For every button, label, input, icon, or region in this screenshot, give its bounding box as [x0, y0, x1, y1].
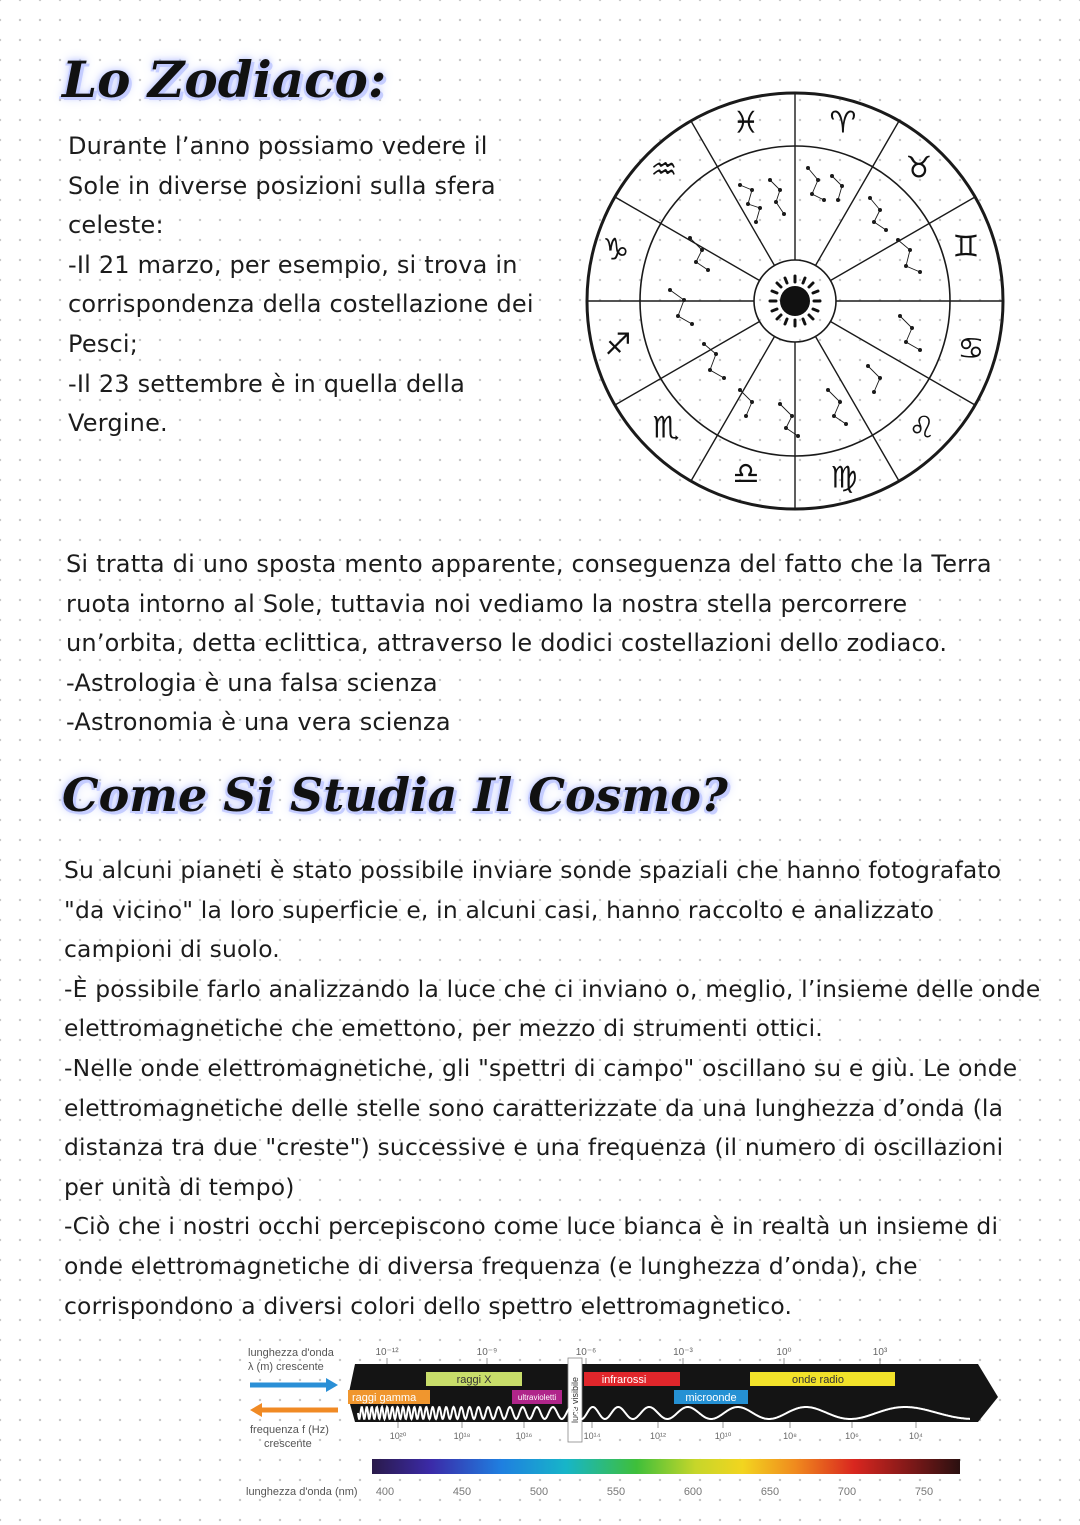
- visible-tick-label: 450: [452, 1486, 472, 1498]
- bottom-tick-label: 10¹⁶: [515, 1431, 533, 1441]
- cosmos-line: corrispondono a diversi colori dello spettro elettromagnetico.: [64, 1291, 793, 1320]
- zodiac-intro-line: -Il 21 marzo, per esempio, si trova in: [68, 250, 518, 279]
- wavelength-sub-label: λ (m) crescente: [248, 1361, 324, 1373]
- xray-band-label: raggi X: [456, 1374, 492, 1386]
- apparent-motion-line: -Astronomia è una vera scienza: [66, 708, 451, 737]
- top-tick-label: 10⁻¹²: [375, 1347, 399, 1358]
- apparent-motion-paragraph: [66, 545, 1046, 743]
- visible-tick-label: 650: [760, 1486, 780, 1498]
- zodiac-intro-line: corrispondenza della costellazione dei: [68, 290, 534, 319]
- cosmos-line: -È possibile farlo analizzando la luce che ci inviano o, meglio, l’insieme delle onde: [64, 974, 1041, 1003]
- micro-band-label: microonde: [685, 1392, 737, 1404]
- cancer-icon: ♋: [957, 331, 985, 367]
- zodiac-intro-line: Pesci;: [68, 329, 139, 358]
- bottom-tick-label: 10¹⁸: [453, 1431, 471, 1441]
- visible-tick-label: 750: [914, 1486, 934, 1498]
- cosmos-line: elettromagnetiche delle stelle sono caratterizzate da una lunghezza d’onda (la: [64, 1093, 1004, 1122]
- frequency-sub-label: crescente: [264, 1438, 312, 1450]
- cosmos-line: -Ciò che i nostri occhi percepiscono come luce bianca è in realtà un insieme di: [64, 1212, 999, 1241]
- sagittarius-icon: ♐: [604, 327, 632, 363]
- virgo-icon: ♍: [830, 460, 858, 496]
- left-arrow-icon: [250, 1403, 338, 1417]
- libra-icon: ♎: [732, 456, 760, 492]
- top-ticks: [387, 1358, 880, 1364]
- cosmos-line: per unità di tempo): [64, 1172, 295, 1201]
- cosmos-line: "da vicino" la loro superficie e, in alcuni casi, hanno raccolto e analizzato: [64, 895, 935, 924]
- zodiac-intro-line: Durante l’anno possiamo vedere il: [68, 132, 488, 160]
- cosmos-line: onde elettromagnetiche di diversa frequenza (e lunghezza d’onda), che: [64, 1251, 918, 1280]
- bottom-tick-label: 10¹⁰: [714, 1431, 732, 1441]
- ir-band-label: infrarossi: [601, 1374, 647, 1386]
- cosmos-paragraph: [64, 851, 1054, 1326]
- em-spectrum-diagram: [240, 1340, 1040, 1500]
- cosmos-line: distanza tra due "creste") successive e una frequenza (il numero di oscillazioni: [64, 1133, 1004, 1162]
- top-tick-label: 10⁻⁹: [476, 1347, 498, 1358]
- apparent-motion-line: un’orbita, detta eclittica, attraverso le dodici costellazioni dello zodiaco.: [66, 629, 948, 658]
- bottom-tick-label: 10⁸: [783, 1431, 797, 1441]
- cosmos-line: campioni di suolo.: [64, 935, 280, 964]
- bottom-ticks: [398, 1422, 916, 1428]
- visible-tick-label: 700: [837, 1486, 857, 1498]
- aquarius-icon: ♒: [650, 152, 678, 188]
- visible-spectrum-bar: [372, 1459, 960, 1474]
- gemini-icon: ♊: [952, 229, 980, 265]
- apparent-motion-line: -Astrologia è una falsa scienza: [66, 668, 438, 697]
- visible-band-label: luce visibile: [570, 1376, 580, 1424]
- right-arrow-icon: [250, 1378, 338, 1392]
- visible-tick-label: 400: [375, 1486, 395, 1498]
- uv-band-label: ultravioletti: [517, 1393, 557, 1402]
- zodiac-intro-line: Vergine.: [68, 409, 168, 438]
- apparent-motion-line: Si tratta di uno sposta mento apparente, conseguenza del fatto che la Terra: [66, 550, 992, 578]
- gamma-band-label: raggi gamma: [352, 1392, 417, 1404]
- zodiac-wheel: [580, 90, 1010, 512]
- top-tick-label: 10⁰: [776, 1347, 792, 1358]
- pisces-icon: ♓: [732, 105, 760, 141]
- cosmos-line: elettromagnetiche che emettono, per mezzo di strumenti ottici.: [64, 1014, 823, 1043]
- zodiac-intro-line: -Il 23 settembre è in quella della: [68, 369, 466, 398]
- zodiac-intro-line: celeste:: [68, 211, 164, 240]
- visible-tick-label: 600: [683, 1486, 703, 1498]
- top-tick-label: 10³: [872, 1347, 888, 1358]
- apparent-motion-line: ruota intorno al Sole, tuttavia noi vediamo la nostra stella percorrere: [66, 589, 908, 618]
- aries-icon: ♈: [829, 105, 857, 141]
- frequency-label: frequenza f (Hz): [250, 1424, 329, 1436]
- taurus-icon: ♉: [905, 150, 933, 186]
- cosmos-line: -Nelle onde elettromagnetiche, gli "spettri di campo" oscillano su e giù. Le onde: [64, 1053, 1018, 1082]
- top-tick-label: 10⁻³: [673, 1347, 693, 1358]
- radio-band-label: onde radio: [792, 1374, 844, 1386]
- bottom-tick-label: 10¹⁴: [583, 1431, 601, 1441]
- scorpio-icon: ♏: [652, 410, 680, 446]
- visible-tick-label: 550: [606, 1486, 626, 1498]
- bottom-tick-label: 10⁴: [909, 1431, 923, 1441]
- visible-axis-label: lunghezza d'onda (nm): [246, 1486, 358, 1498]
- visible-tick-label: 500: [529, 1486, 549, 1498]
- bottom-tick-label: 10²⁰: [389, 1431, 407, 1441]
- cosmos-line: Su alcuni pianeti è stato possibile inviare sonde spaziali che hanno fotografato: [64, 856, 1002, 884]
- bottom-tick-label: 10⁶: [845, 1431, 859, 1441]
- bottom-tick-label: 10¹²: [649, 1431, 667, 1441]
- capricorn-icon: ♑: [602, 232, 630, 268]
- zodiac-intro-line: Sole in diverse posizioni sulla sfera: [68, 171, 496, 200]
- cosmos-title: Come Si Studia Il Cosmo?: [62, 768, 728, 822]
- zodiac-title: Lo Zodiaco:: [62, 50, 387, 109]
- top-tick-label: 10⁻⁶: [575, 1347, 597, 1358]
- zodiac-intro-paragraph: [68, 127, 568, 444]
- wavelength-label: lunghezza d'onda: [248, 1347, 334, 1359]
- leo-icon: ♌: [908, 410, 936, 446]
- sun-icon: [770, 276, 820, 326]
